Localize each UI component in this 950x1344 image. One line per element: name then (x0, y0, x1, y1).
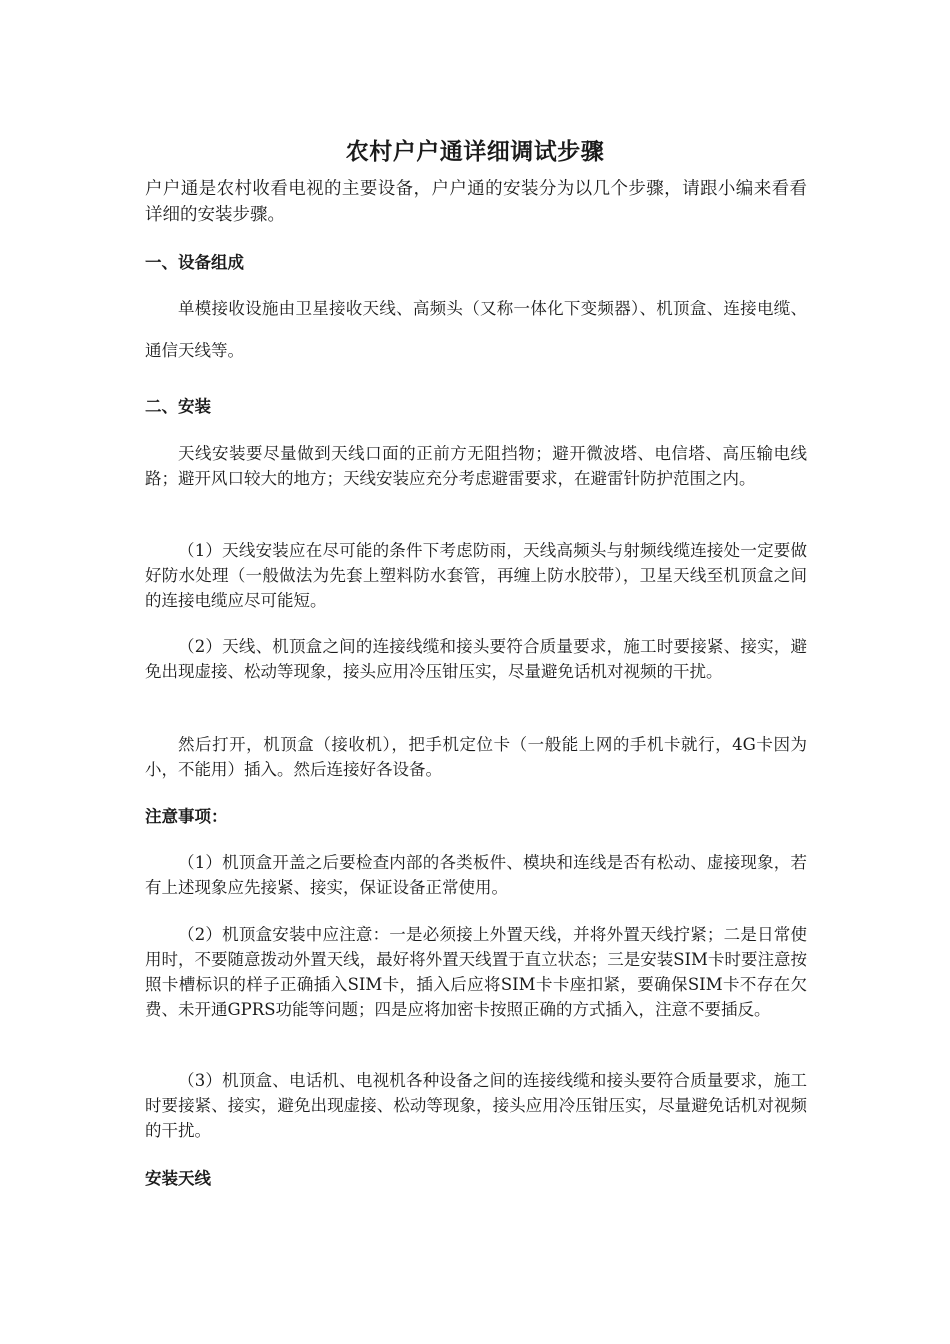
section-heading-antenna: 安装天线 (145, 1169, 211, 1188)
install-paragraph-1: 天线安装要尽量做到天线口面的正前方无阻挡物；避开微波塔、电信塔、高压输电线路；避开风口较大的地方；天线安装应充分考虑避雷要求，在避雷针防护范围之内。 (145, 444, 807, 488)
document-title: 农村户户通详细调试步骤 (345, 138, 605, 165)
section-heading-notes: 注意事项： (145, 807, 228, 826)
notes-paragraph-1: （1）机顶盒开盖之后要检查内部的各类板件、模块和连线是否有松动、虚接现象，若有上述现象应先接紧、接实，保证设备正常使用。 (145, 853, 807, 897)
install-paragraph-2: （1）天线安装应在尽可能的条件下考虑防雨，天线高频头与射频线缆连接处一定要做好防水处理（一般做法为先套上塑料防水套管，再缠上防水胶带），卫星天线至机顶盒之间的连接电缆应尽可能短。 (145, 541, 807, 610)
section-heading-install: 二、安装 (145, 397, 211, 416)
notes-paragraph-2: （2）机顶盒安装中应注意：一是必须接上外置天线，并将外置天线拧紧；二是日常使用时，不要随意拨动外置天线，最好将外置天线置于直立状态；三是安装SIM卡时要注意按照卡槽标识的样子正确插入SIM卡，插入后应将SIM卡卡座扣紧，要确保SIM卡不存在欠费、未开通GPRS功能等问题；四是应将加密卡按照正确的方式插入，注意不要插反。 (145, 925, 807, 1019)
intro-paragraph: 户户通是农村收看电视的主要设备，户户通的安装分为以几个步骤，请跟小编来看看详细的安装步骤。 (145, 179, 807, 225)
install-paragraph-4: 然后打开，机顶盒（接收机），把手机定位卡（一般能上网的手机卡就行，4G卡因为小，不能用）插入。然后连接好各设备。 (145, 735, 807, 779)
section-heading-equipment: 一、设备组成 (145, 253, 244, 272)
equipment-paragraph: 单模接收设施由卫星接收天线、高频头（又称一体化下变频器）、机顶盒、连接电缆、通信天线等。 (145, 299, 807, 360)
notes-paragraph-3: （3）机顶盒、电话机、电视机各种设备之间的连接线缆和接头要符合质量要求，施工时要接紧、接实，避免出现虚接、松动等现象，接头应用冷压钳压实，尽量避免话机对视频的干扰。 (145, 1071, 807, 1140)
install-paragraph-3: （2）天线、机顶盒之间的连接线缆和接头要符合质量要求，施工时要接紧、接实，避免出现虚接、松动等现象，接头应用冷压钳压实，尽量避免话机对视频的干扰。 (145, 637, 807, 681)
